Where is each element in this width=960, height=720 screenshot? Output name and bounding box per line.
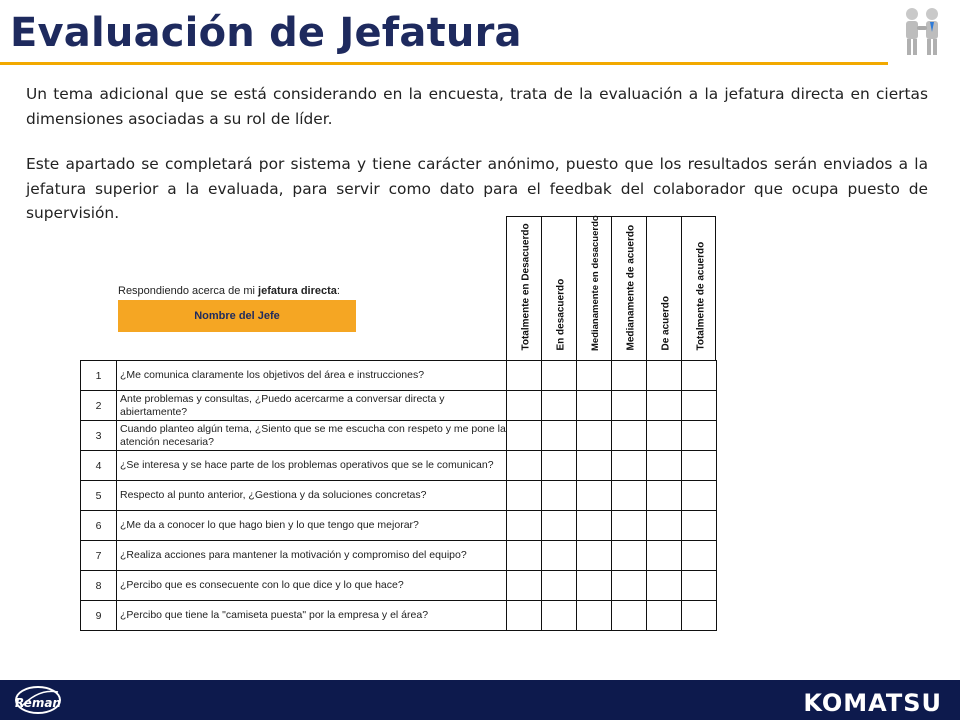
paragraph-1: Un tema adicional que se está considerando en la encuesta, trata de la evaluación a la jefatura directa en ciertas dimensiones asociadas a su rol de líder. bbox=[26, 85, 928, 128]
column-label: Totalmente de acuerdo bbox=[695, 241, 706, 351]
question-number: 2 bbox=[81, 391, 117, 421]
answer-cell[interactable] bbox=[682, 541, 717, 571]
answer-cell[interactable] bbox=[682, 481, 717, 511]
answer-cell[interactable] bbox=[612, 601, 647, 631]
table-row bbox=[81, 571, 717, 601]
answer-cell[interactable] bbox=[542, 571, 577, 601]
answer-cell[interactable] bbox=[542, 361, 577, 391]
table-row bbox=[81, 511, 717, 541]
answer-cell[interactable] bbox=[577, 601, 612, 631]
answer-cell[interactable] bbox=[542, 601, 577, 631]
column-label: De acuerdo bbox=[660, 296, 672, 351]
answer-cell[interactable] bbox=[507, 421, 542, 451]
column-header-5 bbox=[646, 216, 681, 360]
answer-cell[interactable] bbox=[647, 601, 682, 631]
answer-cell[interactable] bbox=[647, 571, 682, 601]
answer-cell[interactable] bbox=[612, 541, 647, 571]
responding-prefix: Respondiendo acerca de mi bbox=[118, 285, 259, 297]
answer-cell[interactable] bbox=[647, 421, 682, 451]
komatsu-logo: KOMATSU bbox=[803, 689, 942, 717]
answer-cell[interactable] bbox=[612, 481, 647, 511]
question-text: ¿Me comunica claramente los objetivos del área e instrucciones? bbox=[117, 361, 507, 391]
column-label: Medianamente de acuerdo bbox=[625, 224, 637, 351]
question-text: Respecto al punto anterior, ¿Gestiona y da soluciones concretas? bbox=[117, 481, 507, 511]
table-row bbox=[81, 481, 717, 511]
reman-logo-text: Reman bbox=[15, 696, 61, 710]
question-number: 4 bbox=[81, 451, 117, 481]
answer-cell[interactable] bbox=[542, 391, 577, 421]
answer-cell[interactable] bbox=[612, 361, 647, 391]
answer-cell[interactable] bbox=[682, 451, 717, 481]
answer-cell[interactable] bbox=[682, 421, 717, 451]
question-text: ¿Me da a conocer lo que hago bien y lo que tengo que mejorar? bbox=[117, 511, 507, 541]
answer-cell[interactable] bbox=[647, 361, 682, 391]
answer-cell[interactable] bbox=[577, 511, 612, 541]
answer-cell[interactable] bbox=[577, 391, 612, 421]
table-row bbox=[81, 421, 717, 451]
table-row bbox=[81, 391, 717, 421]
paragraph-2: Este apartado se completará por sistema y tiene carácter anónimo, puesto que los resultados serán enviados a la jefatura superior a la evaluada, para servir como dato para el feedbak del colaborador que ocupa puesto de supervisión. bbox=[26, 155, 928, 222]
answer-cell[interactable] bbox=[507, 571, 542, 601]
answer-cell[interactable] bbox=[612, 511, 647, 541]
question-text: ¿Percibo que tiene la "camiseta puesta" por la empresa y el área? bbox=[117, 601, 507, 631]
answer-cell[interactable] bbox=[682, 391, 717, 421]
question-number: 7 bbox=[81, 541, 117, 571]
answer-cell[interactable] bbox=[542, 421, 577, 451]
footer-bar bbox=[0, 680, 960, 720]
answer-cell[interactable] bbox=[612, 571, 647, 601]
column-header-6 bbox=[681, 216, 716, 360]
survey-table bbox=[80, 360, 717, 631]
answer-cell[interactable] bbox=[647, 481, 682, 511]
question-number: 6 bbox=[81, 511, 117, 541]
answer-cell[interactable] bbox=[682, 601, 717, 631]
answer-cell[interactable] bbox=[542, 511, 577, 541]
responding-suffix: : bbox=[336, 285, 340, 297]
people-handshake-icon bbox=[898, 4, 946, 60]
answer-cell[interactable] bbox=[507, 391, 542, 421]
column-label: En desacuerdo bbox=[555, 278, 567, 351]
column-header-4 bbox=[611, 216, 646, 360]
answer-cell[interactable] bbox=[647, 451, 682, 481]
answer-cell[interactable] bbox=[682, 571, 717, 601]
question-number: 8 bbox=[81, 571, 117, 601]
intro-text bbox=[26, 82, 928, 247]
answer-cell[interactable] bbox=[507, 541, 542, 571]
answer-cell[interactable] bbox=[647, 541, 682, 571]
question-text: ¿Realiza acciones para mantener la motivación y compromiso del equipo? bbox=[117, 541, 507, 571]
answer-cell[interactable] bbox=[542, 451, 577, 481]
question-number: 5 bbox=[81, 481, 117, 511]
column-header-1 bbox=[506, 216, 541, 360]
answer-cell[interactable] bbox=[507, 481, 542, 511]
answer-cell[interactable] bbox=[577, 541, 612, 571]
column-header-3 bbox=[576, 216, 611, 360]
title-underline bbox=[0, 62, 888, 65]
table-row bbox=[81, 541, 717, 571]
answer-cell[interactable] bbox=[577, 481, 612, 511]
answer-cell[interactable] bbox=[682, 511, 717, 541]
answer-cell[interactable] bbox=[612, 391, 647, 421]
column-header-2 bbox=[541, 216, 576, 360]
question-text: ¿Se interesa y se hace parte de los problemas operativos que se le comunican? bbox=[117, 451, 507, 481]
answer-cell[interactable] bbox=[507, 511, 542, 541]
question-text: Cuando planteo algún tema, ¿Siento que se me escucha con respeto y me pone la atención necesaria? bbox=[117, 421, 507, 451]
answer-cell[interactable] bbox=[682, 361, 717, 391]
table-row bbox=[81, 361, 717, 391]
question-number: 1 bbox=[81, 361, 117, 391]
question-text: Ante problemas y consultas, ¿Puedo acercarme a conversar directa y abiertamente? bbox=[117, 391, 507, 421]
answer-cell[interactable] bbox=[647, 511, 682, 541]
responding-bold: jefatura directa bbox=[258, 285, 337, 297]
column-label: Totalmente en Desacuerdo bbox=[520, 223, 532, 351]
answer-cell[interactable] bbox=[507, 601, 542, 631]
answer-cell[interactable] bbox=[612, 421, 647, 451]
answer-cell[interactable] bbox=[577, 571, 612, 601]
column-label: Medianamente en desacuerdo bbox=[590, 215, 601, 351]
answer-cell[interactable] bbox=[577, 361, 612, 391]
question-text: ¿Percibo que es consecuente con lo que dice y lo que hace? bbox=[117, 571, 507, 601]
answer-cell[interactable] bbox=[647, 391, 682, 421]
answer-cell[interactable] bbox=[577, 421, 612, 451]
answer-cell[interactable] bbox=[542, 481, 577, 511]
answer-cell[interactable] bbox=[507, 361, 542, 391]
answer-cell[interactable] bbox=[542, 541, 577, 571]
responding-label bbox=[118, 285, 340, 297]
boss-name-field[interactable]: Nombre del Jefe bbox=[118, 300, 356, 332]
answer-cell[interactable] bbox=[612, 451, 647, 481]
page-title: Evaluación de Jefatura bbox=[10, 10, 522, 56]
question-number: 3 bbox=[81, 421, 117, 451]
reman-logo bbox=[10, 680, 70, 720]
answer-cell[interactable] bbox=[577, 451, 612, 481]
question-number: 9 bbox=[81, 601, 117, 631]
table-row bbox=[81, 451, 717, 481]
answer-cell[interactable] bbox=[507, 451, 542, 481]
table-row bbox=[81, 601, 717, 631]
